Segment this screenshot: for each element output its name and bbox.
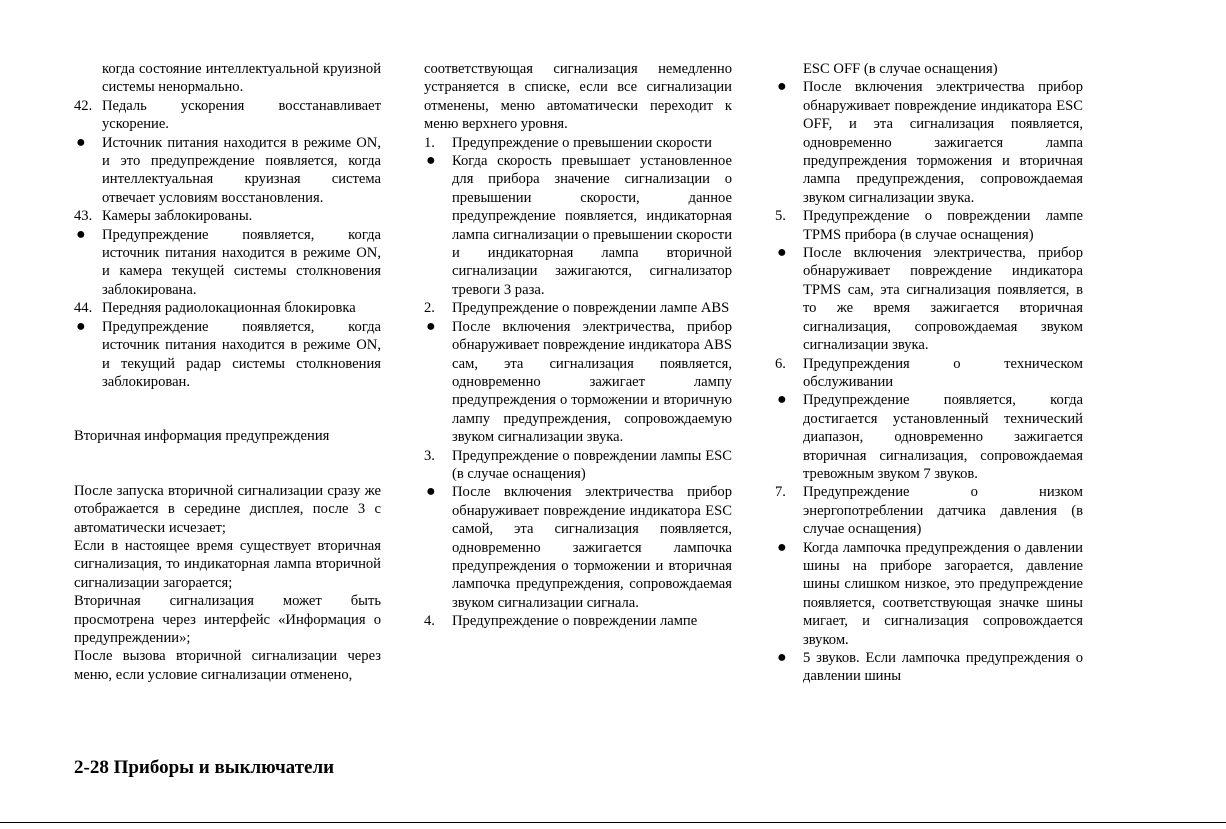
item-text: Предупреждение о повреждении лампы ESC (в случае оснащения): [452, 447, 732, 482]
bullet-item: [424, 318, 732, 447]
bullet-text: Предупреждение появляется, когда источник питания находится в режиме ON, и текущий радар системы столкновения заблокирован.: [102, 318, 381, 390]
bullet-text: После включения электричества прибор обнаруживает повреждение индикатора ESC OFF, и эта сигнализация появляется, одновременно зажигается лампа предупреждения торможения и вторичная лампа предупреждения, сопровождаемая звуком сигнализации звука.: [803, 79, 1083, 206]
numbered-item-7: [775, 483, 1083, 538]
numbered-item-44: [74, 299, 381, 317]
column-left: [74, 60, 381, 684]
bullet-item: [74, 134, 381, 208]
bullet-text: Предупреждение появляется, когда источник питания находится в режиме ON, и камера текущей системы столкновения заблокирована.: [102, 226, 381, 298]
bullet-item: [775, 391, 1083, 483]
page-footer-title: 2-28 Приборы и выключатели: [74, 757, 335, 778]
bullet-text: Когда скорость превышает установленное для прибора значение сигнализации о превышении скорости, данное предупреждение появляется, индикаторная лампа сигнализации о превышении скорости и индикаторная лампа вторичной сигнализации зажигаются, сигнализатор тревоги 3 раза.: [452, 153, 732, 298]
paragraph-continuation: ESC OFF (в случае оснащения): [803, 61, 998, 77]
item-number: 44.: [74, 300, 93, 317]
item-number: 1.: [424, 134, 435, 151]
bullet-icon: ●: [426, 317, 436, 335]
bullet-icon: ●: [426, 483, 436, 501]
bullet-icon: ●: [76, 133, 86, 151]
item-text: Предупреждение о превышении скорости: [452, 134, 712, 151]
bullet-item: [775, 78, 1083, 207]
column-right: [775, 60, 1083, 686]
item-number: 7.: [775, 484, 786, 501]
item-text: Предупреждение о низком энергопотреблении датчика давления (в случае оснащения): [803, 484, 1083, 538]
item-text: Предупреждение о повреждении лампе ABS: [452, 300, 730, 317]
paragraph: После запуска вторичной сигнализации сразу же отображается в середине дисплея, после 3 с автоматически исчезает;: [74, 482, 381, 536]
item-number: 6.: [775, 355, 786, 372]
numbered-item-43: [74, 207, 381, 225]
item-number: 5.: [775, 208, 786, 225]
numbered-item-2: [424, 299, 732, 317]
paragraph: Вторичная сигнализация может быть просмотрена через интерфейс «Информация о предупреждении»;: [74, 593, 381, 646]
item-text: Камеры заблокированы.: [102, 208, 253, 225]
bullet-item: [424, 483, 732, 612]
bullet-item: [775, 649, 1083, 686]
bullet-text: Предупреждение появляется, когда достигается установленный технический диапазон, одновременно зажигается вторичная сигнализация, сопровождаемая тревожным звуком 7 звуков.: [803, 392, 1083, 482]
item-text: Предупреждения о техническом обслуживании: [803, 355, 1083, 390]
bullet-item: [775, 539, 1083, 649]
numbered-item-3: [424, 447, 732, 484]
bullet-text: После включения электричества, прибор обнаруживает повреждение индикатора TPMS сам, эта сигнализация появляется, в то же время зажигается вторичная сигнализация, сопровождаемая звуком сигнализации звука.: [803, 245, 1083, 354]
bullet-text: Источник питания находится в режиме ON, и это предупреждение появляется, когда интеллектуальная круизная система отвечает условиям восстановления.: [102, 134, 381, 206]
item-number: 2.: [424, 300, 435, 317]
bullet-icon: ●: [76, 225, 86, 243]
item-text: Педаль ускорения восстанавливает ускорение.: [102, 97, 381, 133]
bullet-icon: ●: [76, 317, 86, 335]
paragraph-continuation: когда состояние интеллектуальной круизной системы ненормально.: [102, 61, 381, 96]
item-number: 43.: [74, 208, 93, 225]
numbered-item-4: [424, 612, 732, 630]
paragraph: После вызова вторичной сигнализации через меню, если условие сигнализации отменено,: [74, 648, 381, 683]
bullet-icon: ●: [426, 152, 436, 170]
bullet-text: После включения электричества прибор обнаруживает повреждение индикатора ESC самой, эта сигнализация появляется, одновременно зажигается лампочка предупреждения о торможении и вторичная лампочка предупреждения, сопровождаемая звуком сигнализации сигнала.: [452, 484, 732, 611]
bullet-icon: ●: [777, 538, 787, 556]
bullet-icon: ●: [777, 244, 787, 262]
item-text: Предупреждение о повреждении лампе TPMS прибора (в случае оснащения): [803, 208, 1083, 243]
column-middle: [424, 60, 732, 631]
paragraph: Если в настоящее время существует вторичная сигнализация, то индикаторная лампа вторичной сигнализации загорается;: [74, 537, 381, 591]
bullet-item: [74, 318, 381, 392]
numbered-item-1: [424, 134, 732, 152]
bullet-text: Когда лампочка предупреждения о давлении шины на приборе загорается, давление шины слишком низкое, это предупреждение появляется, соответствующая значке шины мигает, и сигнализация сопровождается звуком.: [803, 539, 1083, 648]
item-text: Предупреждение о повреждении лампе: [452, 613, 698, 630]
item-number: 3.: [424, 447, 435, 464]
bullet-icon: ●: [777, 78, 787, 96]
item-number: 42.: [74, 97, 93, 114]
bullet-item: [424, 152, 732, 299]
numbered-item-6: [775, 355, 1083, 392]
bullet-item: [74, 226, 381, 300]
paragraph-continuation: соответствующая сигнализация немедленно устраняется в списке, если все сигнализации отменены, меню автоматически переходит к меню верхнего уровня.: [424, 61, 732, 133]
page-bottom-rule: [0, 822, 1226, 823]
bullet-text: 5 звуков. Если лампочка предупреждения о давлении шины: [803, 650, 1083, 685]
item-text: Передняя радиолокационная блокировка: [102, 300, 356, 317]
numbered-item-42: [74, 97, 381, 134]
bullet-icon: ●: [777, 391, 787, 409]
bullet-icon: ●: [777, 649, 787, 666]
section-heading: Вторичная информация предупреждения: [74, 428, 330, 445]
bullet-text: После включения электричества, прибор обнаруживает повреждение индикатора ABS сам, эта сигнализация появляется, одновременно зажигает лампу предупреждения о торможении и вторичную лампу предупреждения, сопровождаемую звуком сигнализации звука.: [452, 318, 732, 446]
bullet-item: [775, 244, 1083, 354]
numbered-item-5: [775, 207, 1083, 244]
item-number: 4.: [424, 613, 435, 630]
